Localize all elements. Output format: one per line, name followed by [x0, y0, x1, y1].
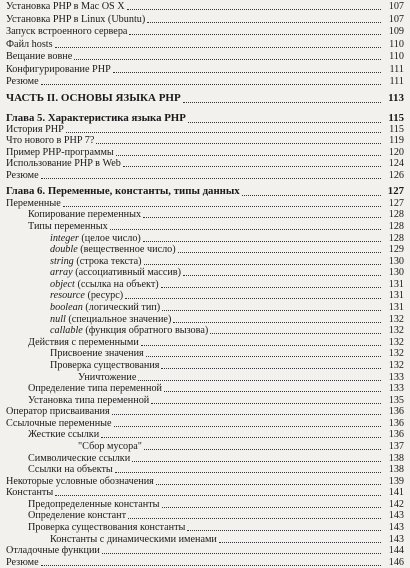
- toc-entry-page: 143: [388, 534, 404, 545]
- dot-leader: [63, 206, 381, 207]
- dot-leader: [183, 275, 381, 276]
- dot-leader: [146, 356, 381, 357]
- dot-leader: [173, 322, 381, 323]
- toc-entry: [6, 76, 404, 87]
- toc-entry-type-description: (строка текста): [73, 256, 142, 267]
- toc-entry-title: Копирование переменных: [28, 209, 142, 220]
- toc-entry-title: История PHP: [6, 124, 64, 135]
- dot-leader: [110, 229, 381, 230]
- dot-leader: [41, 178, 381, 179]
- toc-entry-page: 126: [388, 170, 404, 181]
- toc-entry-page: 137: [388, 441, 404, 452]
- toc-entry-page: 132: [388, 337, 404, 348]
- toc-entry-type-name: string: [50, 256, 74, 267]
- toc-entry: [6, 92, 404, 105]
- toc-entry-title: Резюме: [6, 170, 39, 181]
- toc-entry-type-name: double: [50, 244, 78, 255]
- toc-entry-page: 130: [388, 267, 404, 278]
- toc-entry: [50, 290, 404, 301]
- dot-leader: [125, 298, 381, 299]
- toc-entry-title: Ссылочные переменные: [6, 418, 112, 429]
- toc-entry-title: [50, 267, 181, 278]
- dot-leader: [113, 72, 381, 73]
- toc-entry: [6, 557, 404, 568]
- toc-entry-page: 131: [388, 290, 404, 301]
- toc-entry: [6, 406, 404, 417]
- toc-entry-page: 124: [388, 158, 404, 169]
- dot-leader: [141, 345, 381, 346]
- toc-entry-title: Ссылки на объекты: [28, 464, 113, 475]
- toc-entry: [28, 522, 404, 533]
- toc-entry-title: [50, 290, 123, 301]
- toc-entry: [6, 124, 404, 135]
- toc-entry-type-name: resource: [50, 290, 85, 301]
- toc-entry: [28, 209, 404, 220]
- dot-leader: [138, 380, 381, 381]
- toc-entry-page: 138: [388, 464, 404, 475]
- toc-entry: [50, 534, 404, 545]
- toc-entry: [6, 476, 404, 487]
- toc-entry: [6, 147, 404, 158]
- toc-entry-page: 143: [388, 510, 404, 521]
- toc-entry-title: Типы переменных: [28, 221, 108, 232]
- toc-entry: [78, 372, 404, 383]
- toc-entry-page: 146: [388, 557, 404, 568]
- toc-entry-type-name: callable: [50, 325, 83, 336]
- dot-leader: [147, 22, 381, 23]
- toc-entry-type-description: (ссылка на объект): [74, 279, 159, 290]
- toc-entry-title: [50, 244, 176, 255]
- toc-entry-page: 120: [388, 147, 404, 158]
- dot-leader: [144, 264, 381, 265]
- toc-entry-page: 136: [388, 418, 404, 429]
- toc-entry-page: 127: [387, 185, 404, 197]
- dot-leader: [41, 565, 381, 566]
- toc-entry: [28, 510, 404, 521]
- dot-leader: [178, 252, 381, 253]
- toc-entry-title: Конфигурирование PHP: [6, 64, 111, 75]
- toc-entry: [6, 39, 404, 50]
- toc-entry-type-description: (ресурс): [84, 290, 124, 301]
- toc-entry: [28, 383, 404, 394]
- toc-entry-title: Установка PHP в Mac OS X: [6, 1, 125, 12]
- dot-leader: [183, 102, 381, 103]
- toc-entry-type-name: object: [50, 279, 75, 290]
- toc-entry: [28, 464, 404, 475]
- dot-leader: [162, 507, 381, 508]
- toc-entry-title: Определение типа переменной: [28, 383, 163, 394]
- dot-leader: [162, 310, 381, 311]
- dot-leader: [127, 9, 381, 10]
- toc-entry-page: 115: [388, 112, 404, 124]
- toc-entry-page: 127: [388, 198, 404, 209]
- toc-entry-page: 131: [388, 279, 404, 290]
- toc-entry: [50, 267, 404, 278]
- toc-entry-page: 110: [389, 39, 404, 50]
- toc-entry: [28, 453, 404, 464]
- toc-entry-title: Резюме: [6, 557, 39, 568]
- toc-entry-title: Константы: [6, 487, 54, 498]
- toc-entry-type-description: (специальное значение): [65, 314, 172, 325]
- toc-entry-type-name: array: [50, 267, 73, 278]
- toc-entry-type-description: (логический тип): [82, 302, 161, 313]
- toc-entry: [6, 26, 404, 37]
- toc-entry: [6, 198, 404, 209]
- toc-entry-title: Установка PHP в Linux (Ubuntu): [6, 14, 146, 25]
- toc-entry-title: [50, 325, 208, 336]
- toc-entry-type-name: integer: [50, 233, 79, 244]
- toc-entry-title: Резюме: [6, 76, 39, 87]
- toc-entry: [6, 64, 404, 75]
- toc-entry-title: Глава 6. Переменные, константы, типы данных: [6, 185, 240, 197]
- dot-leader: [112, 414, 381, 415]
- toc-entry-page: 132: [388, 360, 404, 371]
- toc-entry: [78, 441, 404, 452]
- dot-leader: [96, 143, 381, 144]
- toc-entry-page: 131: [388, 302, 404, 313]
- toc-entry: [6, 158, 404, 169]
- toc-entry: [6, 545, 404, 556]
- toc-entry: [50, 302, 404, 313]
- toc-entry-page: 136: [388, 429, 404, 440]
- toc-entry: [6, 185, 404, 198]
- toc-entry-title: Отладочные функции: [6, 545, 100, 556]
- toc-entry-page: 132: [388, 348, 404, 359]
- dot-leader: [164, 391, 381, 392]
- toc-entry: [6, 51, 404, 62]
- toc-entry-title: Определение констант: [28, 510, 127, 521]
- dot-leader: [115, 472, 381, 473]
- toc-entry: [50, 360, 404, 371]
- toc-entry-page: 129: [388, 244, 404, 255]
- toc-entry-page: 132: [388, 314, 404, 325]
- toc-entry-page: 136: [388, 406, 404, 417]
- toc-entry-type-name: null: [50, 314, 66, 325]
- toc-entry-page: 135: [388, 395, 404, 406]
- toc-entry: [28, 337, 404, 348]
- toc-entry-page: 128: [388, 221, 404, 232]
- toc-entry-title: Переменные: [6, 198, 61, 209]
- toc-entry-title: Глава 5. Характеристика языка PHP: [6, 112, 186, 124]
- dot-leader: [132, 461, 381, 462]
- toc-entry-title: [50, 233, 141, 244]
- toc-entry-title: Что нового в PHP 7?: [6, 135, 95, 146]
- toc-entry: [28, 221, 404, 232]
- toc-entry: [28, 429, 404, 440]
- toc-entry: [6, 418, 404, 429]
- toc-entry-title: Использование PHP в Web: [6, 158, 121, 169]
- toc-entry-title: [50, 279, 159, 290]
- toc-entry: [50, 314, 404, 325]
- toc-entry-title: Уничтожение: [78, 372, 137, 383]
- toc-entry: [50, 256, 404, 267]
- toc-entry-title: Запуск встроенного сервера: [6, 26, 128, 37]
- toc-entry-page: 111: [389, 64, 404, 75]
- dot-leader: [128, 518, 381, 519]
- dot-leader: [74, 59, 381, 60]
- toc-entry-title: Файл hosts: [6, 39, 53, 50]
- dot-leader: [123, 166, 381, 167]
- toc-entry-type-description: (вещественное число): [77, 244, 176, 255]
- toc-entry: [6, 1, 404, 12]
- toc-entry-title: Проверка существования константы: [28, 522, 186, 533]
- toc-entry: [6, 14, 404, 25]
- dot-leader: [116, 155, 381, 156]
- dot-leader: [41, 84, 381, 85]
- toc-entry-type-description: (целое число): [78, 233, 141, 244]
- dot-leader: [102, 553, 381, 554]
- toc-entry: [6, 170, 404, 181]
- toc-entry-title: Пример PHP-программы: [6, 147, 114, 158]
- toc-entry-page: 111: [389, 76, 404, 87]
- dot-leader: [161, 287, 381, 288]
- toc-entry-title: Предопределенные константы: [28, 499, 160, 510]
- dot-leader: [143, 241, 381, 242]
- toc-entry-page: 109: [388, 26, 404, 37]
- toc-entry: [50, 325, 404, 336]
- toc-entry-title: Проверка существования: [50, 360, 160, 371]
- toc-entry-title: "Сбор мусора": [78, 441, 142, 452]
- toc-entry-page: 138: [388, 453, 404, 464]
- toc-entry-title: Вещание вовне: [6, 51, 73, 62]
- toc-entry-type-name: boolean: [50, 302, 83, 313]
- toc-entry-page: 128: [388, 233, 404, 244]
- dot-leader: [187, 530, 381, 531]
- toc-entry-page: 142: [388, 499, 404, 510]
- toc-entry-type-description: (функция обратного вызова): [82, 325, 209, 336]
- dot-leader: [55, 495, 381, 496]
- toc-entry: [50, 348, 404, 359]
- toc-entry-page: 128: [388, 209, 404, 220]
- dot-leader: [161, 368, 381, 369]
- toc-entry-title: [50, 256, 142, 267]
- toc-entry-title: [50, 302, 160, 313]
- dot-leader: [101, 437, 381, 438]
- toc-entry-page: 110: [389, 51, 404, 62]
- toc-entry: [28, 499, 404, 510]
- toc-entry: [50, 233, 404, 244]
- toc-entry-title: Установка типа переменной: [28, 395, 150, 406]
- toc-entry-title: Символические ссылки: [28, 453, 131, 464]
- toc-entry-page: 141: [388, 487, 404, 498]
- dot-leader: [156, 484, 381, 485]
- toc-entry-title: Действия с переменными: [28, 337, 139, 348]
- toc-entry-title: ЧАСТЬ II. ОСНОВЫ ЯЗЫКА PHP: [6, 92, 181, 104]
- dot-leader: [144, 449, 381, 450]
- dot-leader: [129, 34, 381, 35]
- toc-entry: [6, 487, 404, 498]
- toc-entry-page: 115: [389, 124, 404, 135]
- toc-entry: [6, 135, 404, 146]
- toc-entry-page: 113: [388, 92, 404, 104]
- toc-entry-page: 143: [388, 522, 404, 533]
- toc-entry-page: 119: [389, 135, 404, 146]
- toc-entry-type-description: (ассоциативный массив): [72, 267, 182, 278]
- dot-leader: [210, 333, 381, 334]
- toc-entry-title: Константы с динамическими именами: [50, 534, 217, 545]
- toc-entry-title: [50, 314, 171, 325]
- toc-entry: [28, 395, 404, 406]
- toc-entry-page: 107: [388, 1, 404, 12]
- dot-leader: [143, 217, 381, 218]
- toc-entry-page: 107: [388, 14, 404, 25]
- toc-entry-page: 133: [388, 372, 404, 383]
- dot-leader: [242, 195, 381, 196]
- toc-entry-title: Некоторые условные обозначения: [6, 476, 154, 487]
- dot-leader: [66, 132, 381, 133]
- toc-entry-page: 132: [388, 325, 404, 336]
- toc-entry-page: 130: [388, 256, 404, 267]
- toc-entry: [50, 279, 404, 290]
- dot-leader: [151, 403, 381, 404]
- dot-leader: [219, 542, 381, 543]
- toc-entry-page: 133: [388, 383, 404, 394]
- dot-leader: [114, 426, 381, 427]
- toc-entry-page: 144: [388, 545, 404, 556]
- toc-entry-page: 139: [388, 476, 404, 487]
- toc-entry-title: Присвоение значения: [50, 348, 144, 359]
- toc-entry-title: Оператор присваивания: [6, 406, 110, 417]
- dot-leader: [188, 122, 381, 123]
- toc-entry-title: Жесткие ссылки: [28, 429, 100, 440]
- toc-entry: [50, 244, 404, 255]
- dot-leader: [55, 47, 381, 48]
